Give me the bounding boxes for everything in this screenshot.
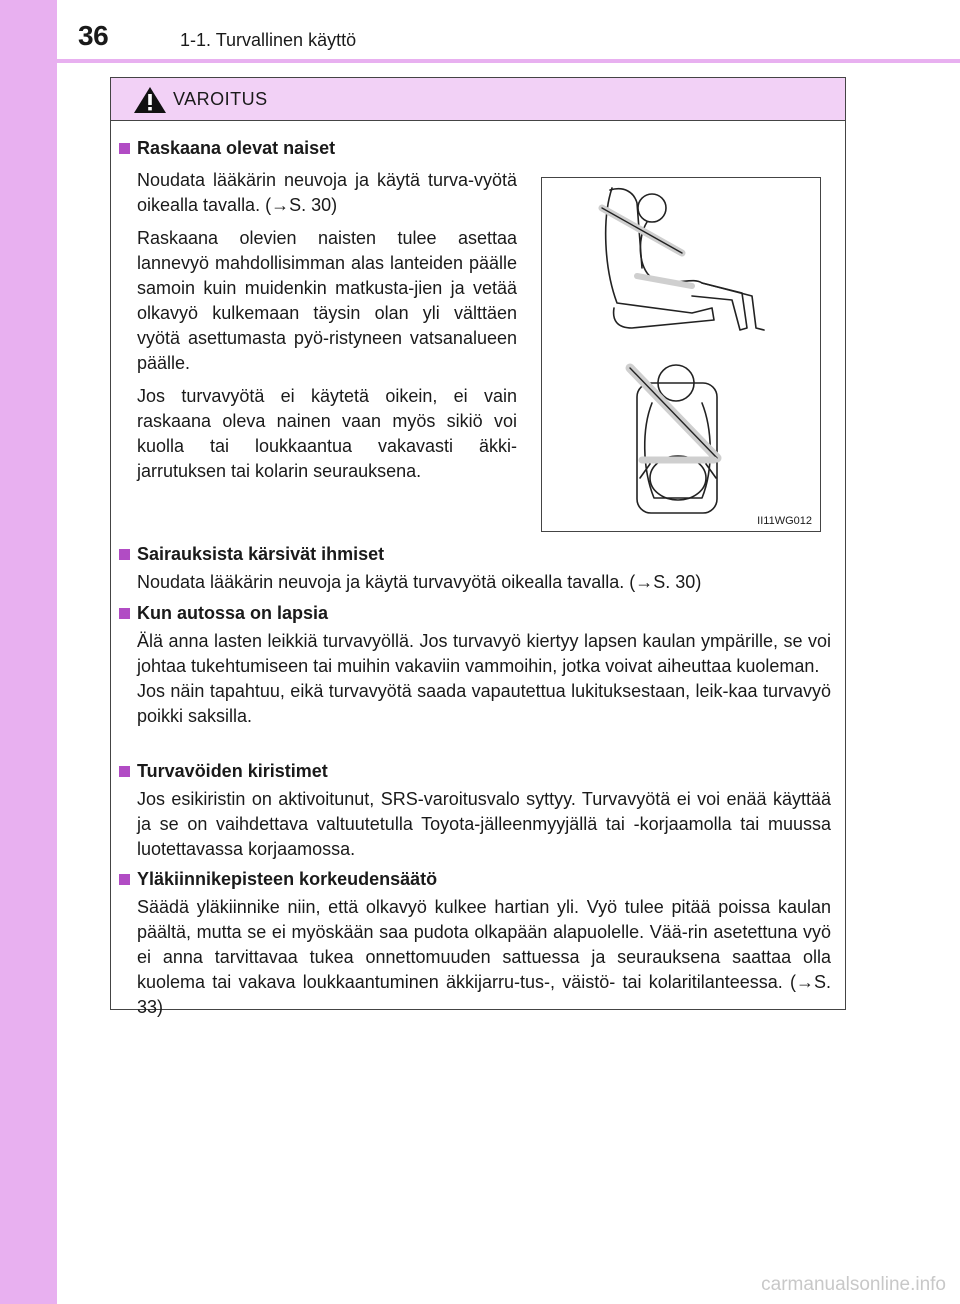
item-paragraph: Säädä yläkiinnike niin, että olkavyö kulkee hartian yli. Vyö tulee pitää poissa kaulan päältä, mutta se ei myöskään saa pudota olkapään alapuolelle. Vää-rin asetettuna vyö ei anna tarvittavaa tukea onnettomuuden sattuessa ja seurauksena saattaa olla kuolema tai vakava loukkaantuminen äkkijarru-tus-, väistö- tai kolaritilanteessa. (→S. 33)	[137, 897, 831, 1017]
section-title: 1-1. Turvallinen käyttö	[180, 30, 357, 50]
item-paragraph: Jos turvavyötä ei käytetä oikein, ei vain raskaana oleva nainen vaan myös sikiö voi kuolla tai loukkaantua vakavasti äkki-jarrutuksen tai kolarin seurauksena.	[137, 386, 517, 481]
warning-header	[111, 78, 845, 121]
header-rule	[57, 59, 960, 63]
square-bullet-icon	[119, 143, 130, 154]
item-title: Yläkiinnikepisteen korkeudensäätö	[137, 869, 438, 889]
square-bullet-icon	[119, 608, 130, 619]
item-paragraph: Noudata lääkärin neuvoja ja käytä turva-vyötä oikealla tavalla. (→S. 30)	[137, 170, 517, 215]
warning-item-anchor-height	[117, 867, 831, 1020]
square-bullet-icon	[119, 766, 130, 777]
side-tab-strip	[0, 0, 57, 1304]
warning-triangle-icon	[133, 86, 167, 114]
seatbelt-illustration	[541, 177, 821, 532]
square-bullet-icon	[119, 874, 130, 885]
item-paragraph: Jos esikiristin on aktivoitunut, SRS-varoitusvalo syttyy. Turvavyötä ei voi enää käyttää ja se on vaihdettava valtuutetulla Toyota-jälleenmyyjällä tai -korjaamolla tai muussa luotettavassa korjaamossa.	[137, 789, 831, 859]
watermark: carmanualsonline.info	[761, 1274, 946, 1295]
item-paragraph: Raskaana olevien naisten tulee asettaa lannevyö mahdollisimman alas lanteiden päälle samoin kuin muidenkin matkusta-jien ja vetää olkavyö kulkemaan täysin olan yli välttäen vyötä asettumasta pyö-ristyneen vatsanalueen päälle.	[137, 228, 517, 373]
warning-item-children	[117, 601, 831, 729]
item-title: Sairauksista kärsivät ihmiset	[137, 544, 385, 564]
item-title: Kun autossa on lapsia	[137, 603, 329, 623]
item-paragraph: Älä anna lasten leikkiä turvavyöllä. Jos turvavyö kiertyy lapsen kaulan ympärille, se voi johtaa tukehtumiseen tai muihin vakaviin vammoihin, jotka voivat aiheuttaa kuoleman.	[137, 631, 831, 676]
pregnant-woman-seatbelt-illustration	[542, 178, 820, 531]
warning-label: VAROITUS	[173, 89, 268, 109]
warning-item-pregnant	[117, 136, 517, 484]
warning-item-pretensioners	[117, 759, 831, 862]
warning-item-illness	[117, 542, 831, 595]
item-paragraph: Jos näin tapahtuu, eikä turvavyötä saada vapautettua lukituksestaan, leik-kaa turvavyö poikki saksilla.	[137, 681, 831, 726]
warning-box	[110, 77, 846, 1017]
page-number: 36	[78, 20, 109, 51]
item-title: Raskaana olevat naiset	[137, 138, 336, 158]
figure-code: II11WG012	[757, 515, 812, 527]
item-title: Turvavöiden kiristimet	[137, 761, 328, 781]
square-bullet-icon	[119, 549, 130, 560]
item-paragraph: Noudata lääkärin neuvoja ja käytä turvavyötä oikealla tavalla. (→S. 30)	[137, 572, 702, 592]
